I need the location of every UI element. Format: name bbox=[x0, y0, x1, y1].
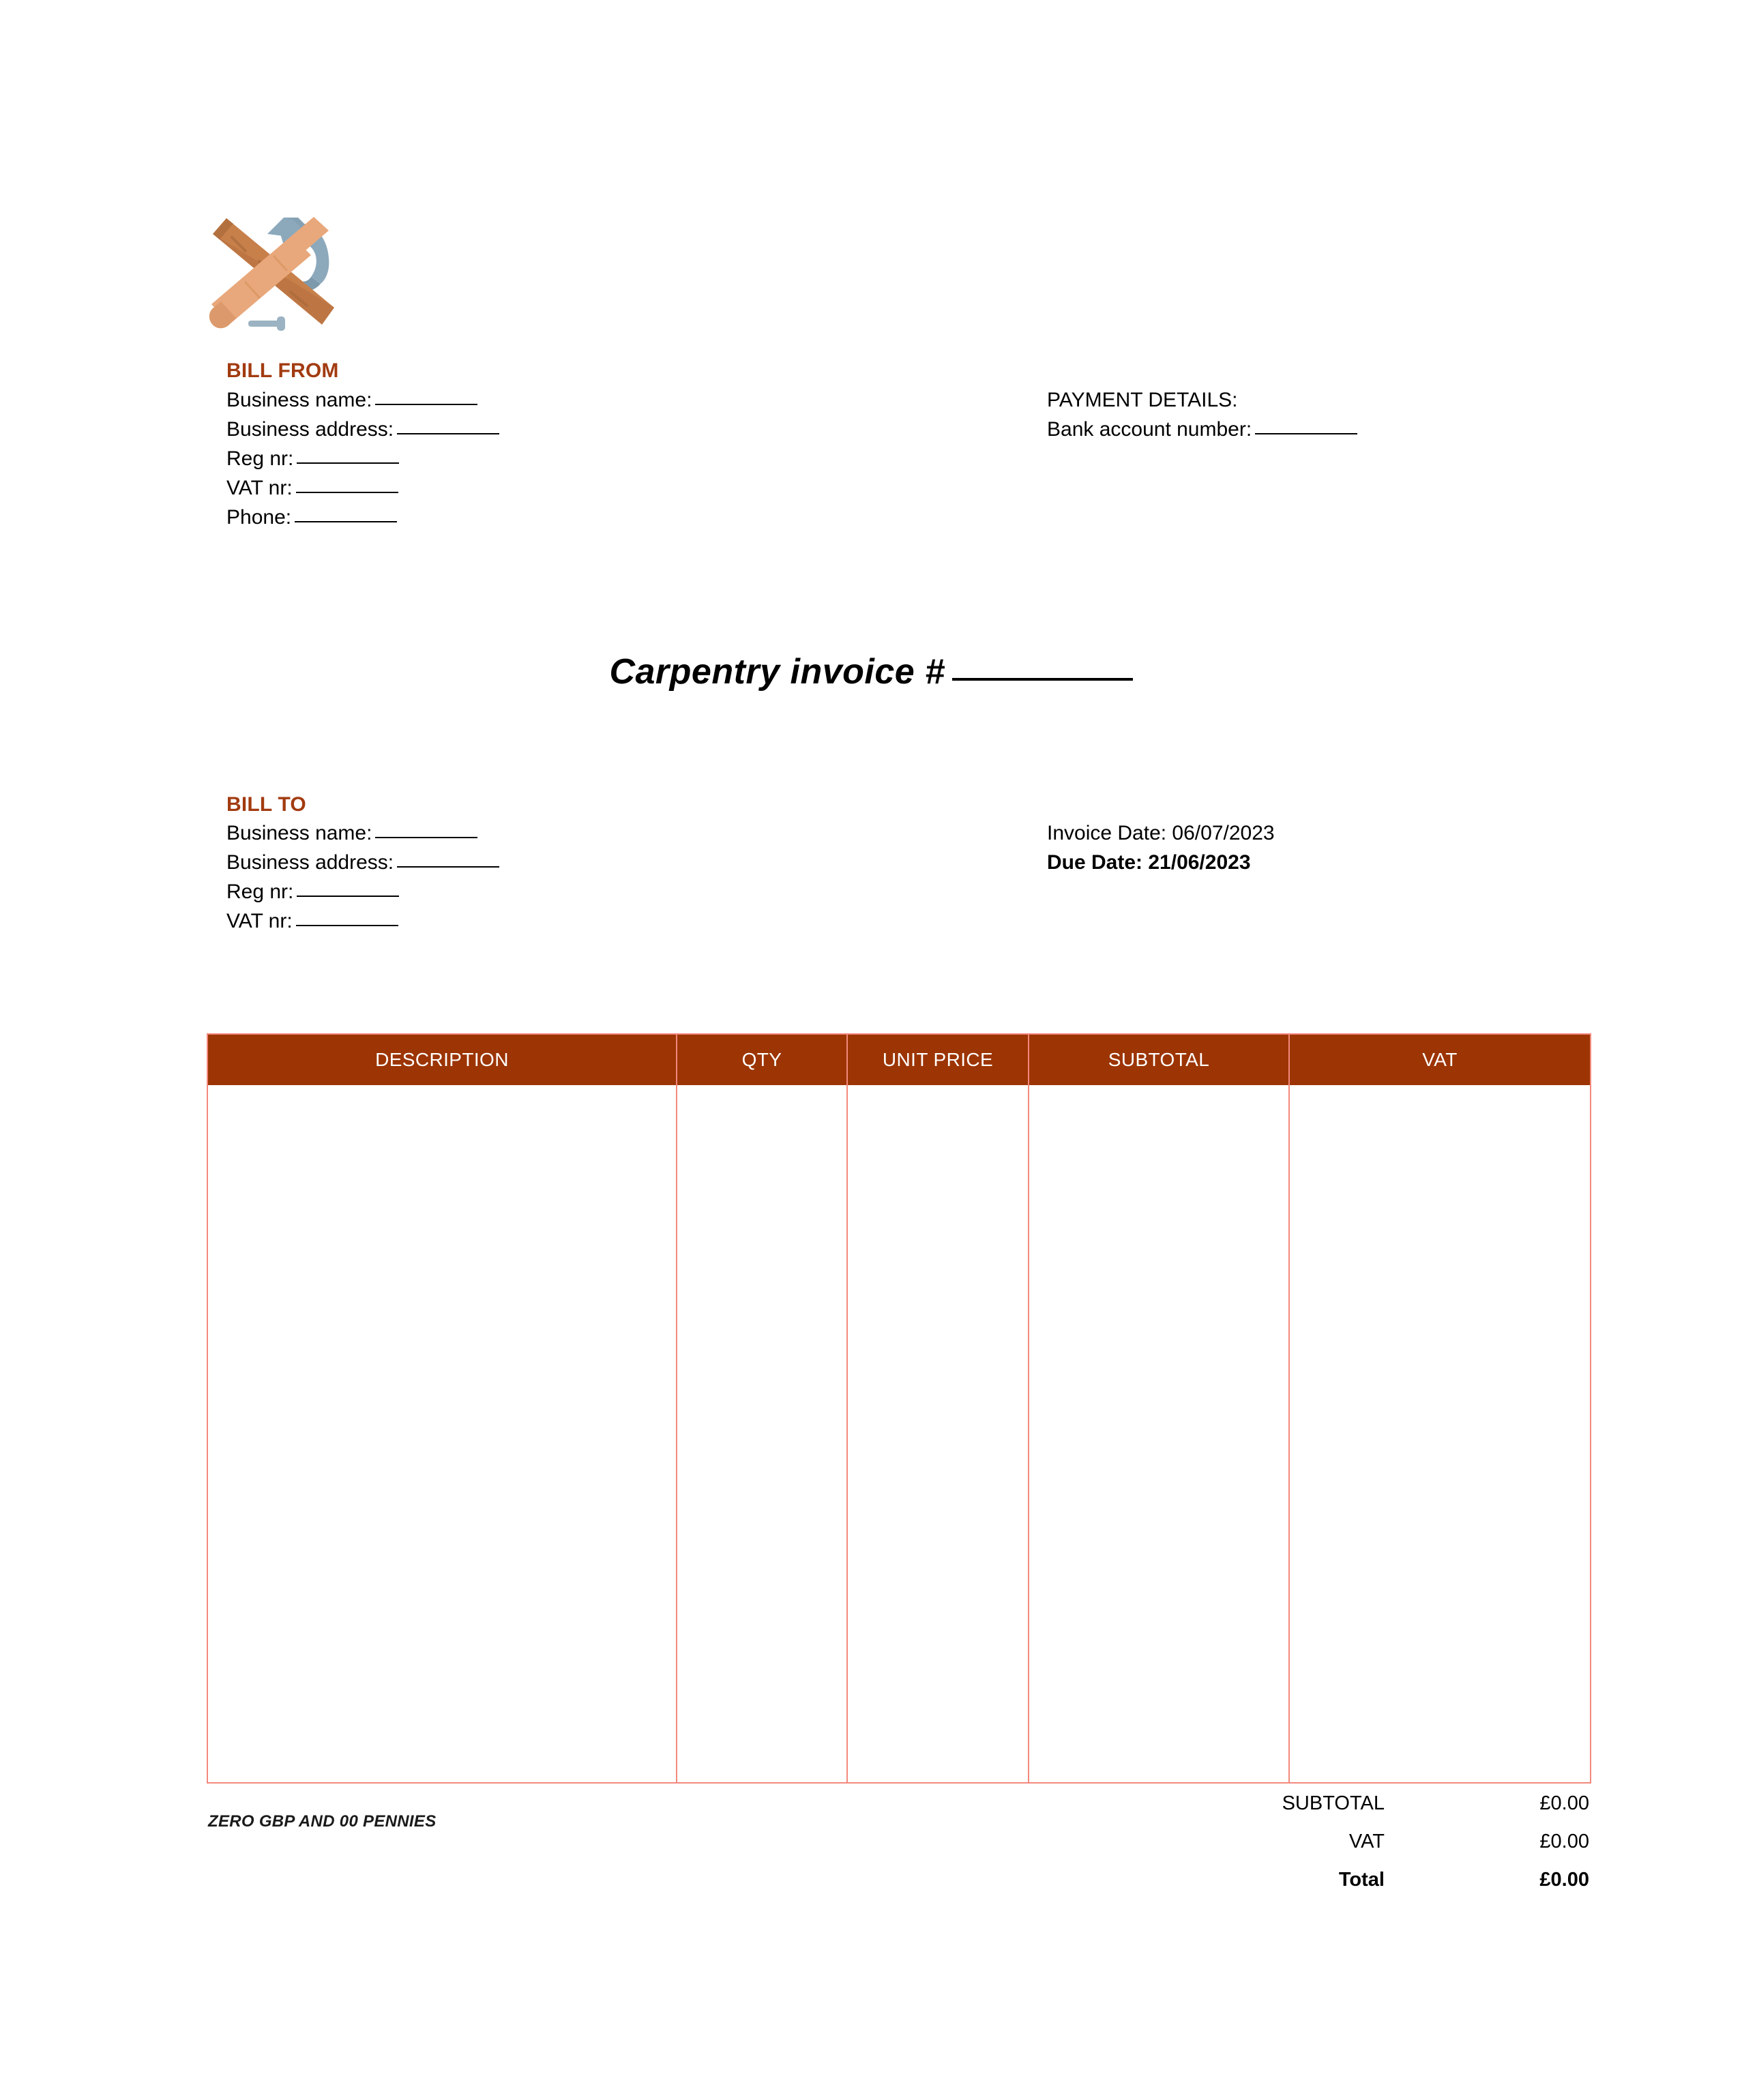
bill-from-phone-label: Phone: bbox=[226, 506, 292, 529]
subtotal-label: SUBTOTAL bbox=[1282, 1792, 1385, 1814]
bank-account-number-label: Bank account number: bbox=[1047, 418, 1252, 441]
payment-details-block bbox=[1047, 385, 1357, 444]
column-header-qty: QTY bbox=[677, 1034, 847, 1085]
page-title bbox=[0, 651, 1742, 692]
bill-to-row bbox=[226, 848, 499, 877]
bill-from-row bbox=[226, 444, 499, 473]
bill-to-block bbox=[226, 818, 499, 936]
cell-subtotal[interactable] bbox=[1029, 1085, 1289, 1783]
line-items-table bbox=[207, 1033, 1591, 1784]
bill-to-heading: BILL TO bbox=[226, 793, 306, 816]
bill-to-business-name-field[interactable] bbox=[375, 837, 477, 838]
cell-qty[interactable] bbox=[677, 1085, 847, 1783]
bill-to-vat-nr-label: VAT nr: bbox=[226, 910, 293, 932]
amount-in-words: ZERO GBP AND 00 PENNIES bbox=[208, 1812, 437, 1831]
payment-details-row bbox=[1047, 415, 1357, 444]
bill-from-block bbox=[226, 385, 499, 532]
bill-from-business-name-field[interactable] bbox=[375, 404, 477, 405]
bill-to-vat-nr-field[interactable] bbox=[296, 925, 398, 926]
bill-from-phone-field[interactable] bbox=[295, 521, 397, 522]
bill-from-reg-nr-label: Reg nr: bbox=[226, 447, 294, 470]
bill-to-row bbox=[226, 818, 499, 848]
totals-block bbox=[1016, 1792, 1589, 1907]
total-label: Total bbox=[1338, 1869, 1385, 1891]
column-header-vat: VAT bbox=[1289, 1034, 1591, 1085]
carpentry-tools-logo bbox=[205, 196, 341, 333]
column-header-description: DESCRIPTION bbox=[207, 1034, 677, 1085]
vat-value: £0.00 bbox=[1539, 1831, 1589, 1852]
table-header-row bbox=[207, 1034, 1591, 1085]
due-date: Due Date: 21/06/2023 bbox=[1047, 851, 1251, 874]
bill-to-reg-nr-field[interactable] bbox=[297, 896, 399, 897]
bill-to-row bbox=[226, 906, 499, 936]
bill-from-vat-nr-label: VAT nr: bbox=[226, 477, 293, 499]
bill-from-business-name-label: Business name: bbox=[226, 389, 372, 411]
bill-from-business-address-field[interactable] bbox=[397, 433, 499, 434]
cell-vat[interactable] bbox=[1289, 1085, 1591, 1783]
bill-to-row bbox=[226, 877, 499, 906]
invoice-title-text: Carpentry invoice # bbox=[609, 652, 945, 692]
cell-description[interactable] bbox=[207, 1085, 677, 1783]
bill-to-reg-nr-label: Reg nr: bbox=[226, 881, 294, 903]
bill-from-heading: BILL FROM bbox=[226, 359, 339, 382]
invoice-dates-block bbox=[1047, 818, 1275, 877]
bill-from-vat-nr-field[interactable] bbox=[296, 492, 398, 493]
bill-from-reg-nr-field[interactable] bbox=[297, 462, 399, 464]
invoice-number-field[interactable] bbox=[952, 678, 1133, 681]
bill-to-business-address-label: Business address: bbox=[226, 851, 394, 874]
column-header-subtotal: SUBTOTAL bbox=[1029, 1034, 1289, 1085]
cell-unit-price[interactable] bbox=[847, 1085, 1029, 1783]
column-header-unit-price: UNIT PRICE bbox=[847, 1034, 1029, 1085]
bill-from-row bbox=[226, 385, 499, 415]
bill-from-row bbox=[226, 415, 499, 444]
nail-icon bbox=[248, 316, 285, 331]
bill-from-row bbox=[226, 503, 499, 532]
vat-label: VAT bbox=[1348, 1831, 1385, 1852]
bill-to-business-name-label: Business name: bbox=[226, 822, 372, 844]
bill-to-business-address-field[interactable] bbox=[397, 866, 499, 868]
bill-from-business-address-label: Business address: bbox=[226, 418, 394, 441]
subtotal-value: £0.00 bbox=[1539, 1792, 1589, 1814]
bank-account-number-field[interactable] bbox=[1255, 433, 1357, 434]
payment-details-heading: PAYMENT DETAILS: bbox=[1047, 389, 1238, 411]
totals-row-subtotal bbox=[1016, 1792, 1589, 1831]
table-row bbox=[207, 1085, 1591, 1783]
bill-from-row bbox=[226, 473, 499, 503]
totals-row-vat bbox=[1016, 1831, 1589, 1869]
invoice-date: Invoice Date: 06/07/2023 bbox=[1047, 822, 1275, 844]
total-value: £0.00 bbox=[1539, 1869, 1589, 1891]
totals-row-total bbox=[1016, 1869, 1589, 1907]
